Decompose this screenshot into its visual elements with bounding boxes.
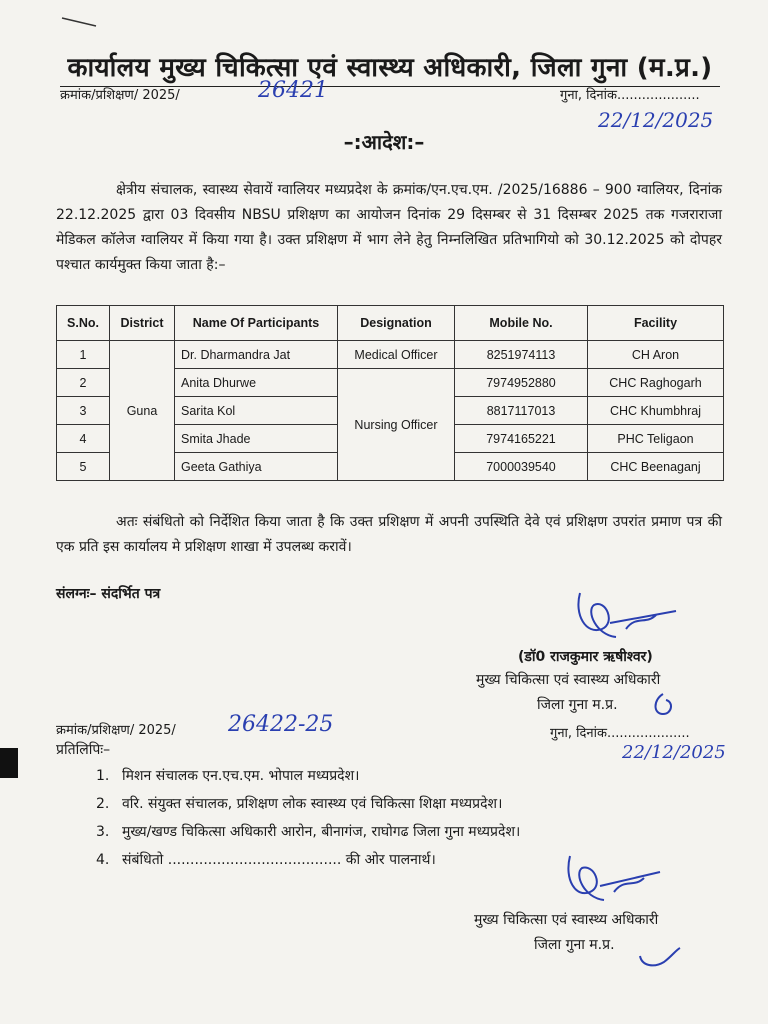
copy-list xyxy=(96,762,520,874)
cell-facility: PHC Teligaon xyxy=(588,425,724,453)
office-title: कार्यालय मुख्य चिकित्सा एवं स्वास्थ्य अधिकारी, जिला गुना (म.प्र.) xyxy=(60,48,720,87)
footer-location: जिला गुना म.प्र. xyxy=(534,937,615,953)
cell-facility: CHC Khumbhraj xyxy=(588,397,724,425)
header-designation: Designation xyxy=(338,306,455,341)
item-text: संबंधितो ....................................... की ओर पालनार्थ। xyxy=(122,852,436,868)
cell-mobile: 8251974113 xyxy=(455,341,588,369)
scan-edge-mark xyxy=(0,748,18,778)
ref-number-handwritten: 26421 xyxy=(258,78,328,103)
table-row xyxy=(57,341,724,369)
table-header-row xyxy=(57,306,724,341)
order-heading: –:आदेश:– xyxy=(343,130,425,154)
initial-mark xyxy=(648,690,678,720)
header-district: District xyxy=(110,306,175,341)
header-sno: S.No. xyxy=(57,306,110,341)
item-text: मुख्य/खण्ड चिकित्सा अधिकारी आरोन, बीनागंज, राघोगढ जिला गुना मध्यप्रदेश। xyxy=(122,824,521,840)
footer-designation: मुख्य चिकित्सा एवं स्वास्थ्य अधिकारी xyxy=(474,912,659,928)
participants-table xyxy=(56,305,724,481)
signatory-designation: मुख्य चिकित्सा एवं स्वास्थ्य अधिकारी xyxy=(476,672,661,688)
item-text: मिशन संचालक एन.एच.एम. भोपाल मध्यप्रदेश। xyxy=(122,768,360,784)
signatory-name: (डॉ0 राजकुमार ऋषीश्वर) xyxy=(518,649,653,665)
ref-label: क्रमांक/प्रशिक्षण/ 2025/ xyxy=(60,88,180,103)
item-number: 1. xyxy=(96,768,110,784)
instruction-paragraph: अतः संबंधितो को निर्देशित किया जाता है कि उक्त प्रशिक्षण में अपनी उपस्थिति देवे एवं प्रशिक्षण उपरांत प्रमाण पत्र की एक प्रति इस कार्यालय मे प्रशिक्षण शाखा में उपलब्ध करावें। xyxy=(56,514,722,555)
place-date-label: गुना, दिनांक.................... xyxy=(560,88,700,103)
list-item xyxy=(96,818,520,846)
body-paragraph: क्षेत्रीय संचालक, स्वास्थ्य सेवायें ग्वालियर मध्यप्रदेश के क्रमांक/एन.एच.एम. /2025/16886 – 900 ग्वालियर, दिनांक 22.12.2025 द्वारा 03 दिवसीय NBSU प्रशिक्षण का आयोजन दिनांक 29 दिसम्बर से 31 दिसम्बर 2025 तक गजराराजा मेडिकल कॉलेज ग्वालियर में किया गया है। उक्त प्रशिक्षण में भाग लेने हेतु निम्नलिखित प्रतिभागियो को 30.12.2025 को दोपहर पश्चात कार्यमुक्त किया जाता है:– xyxy=(56,182,722,273)
cell-district: Guna xyxy=(110,341,175,481)
header-facility: Facility xyxy=(588,306,724,341)
copy-date-handwritten: 22/12/2025 xyxy=(622,742,726,763)
signature-mark-copy xyxy=(556,850,676,910)
copy-ref-number-handwritten: 26422-25 xyxy=(228,712,334,737)
cell-mobile: 7974952880 xyxy=(455,369,588,397)
cell-name: Smita Jhade xyxy=(175,425,338,453)
initial-mark-copy xyxy=(634,944,684,972)
cell-name: Anita Dhurwe xyxy=(175,369,338,397)
signatory-location: जिला गुना म.प्र. xyxy=(537,697,618,713)
header-name: Name Of Participants xyxy=(175,306,338,341)
scan-mark xyxy=(60,12,100,32)
cell-designation: Nursing Officer xyxy=(338,369,455,481)
list-item xyxy=(96,762,520,790)
cell-sno: 3 xyxy=(57,397,110,425)
copy-place-date-label: गुना, दिनांक.................... xyxy=(550,726,690,741)
cell-facility: CHC Raghogarh xyxy=(588,369,724,397)
item-number: 2. xyxy=(96,796,110,812)
cell-mobile: 7000039540 xyxy=(455,453,588,481)
cell-mobile: 7974165221 xyxy=(455,425,588,453)
enclosure-note: संलग्नः– संदर्भित पत्र xyxy=(56,586,161,602)
list-item xyxy=(96,846,520,874)
cell-facility: CHC Beenaganj xyxy=(588,453,724,481)
cell-name: Geeta Gathiya xyxy=(175,453,338,481)
cell-sno: 4 xyxy=(57,425,110,453)
cell-sno: 5 xyxy=(57,453,110,481)
copy-ref-label: क्रमांक/प्रशिक्षण/ 2025/ xyxy=(56,723,176,738)
header-mobile: Mobile No. xyxy=(455,306,588,341)
cell-designation: Medical Officer xyxy=(338,341,455,369)
cell-facility: CH Aron xyxy=(588,341,724,369)
item-number: 3. xyxy=(96,824,110,840)
cell-sno: 2 xyxy=(57,369,110,397)
item-number: 4. xyxy=(96,852,110,868)
cell-mobile: 8817117013 xyxy=(455,397,588,425)
cell-sno: 1 xyxy=(57,341,110,369)
item-text: वरि. संयुक्त संचालक, प्रशिक्षण लोक स्वास्थ्य एवं चिकित्सा शिक्षा मध्यप्रदेश। xyxy=(122,796,503,812)
signature-mark xyxy=(566,585,696,645)
cell-name: Dr. Dharmandra Jat xyxy=(175,341,338,369)
list-item xyxy=(96,790,520,818)
cell-name: Sarita Kol xyxy=(175,397,338,425)
copy-label: प्रतिलिपिः– xyxy=(56,742,111,758)
date-handwritten: 22/12/2025 xyxy=(598,108,714,132)
